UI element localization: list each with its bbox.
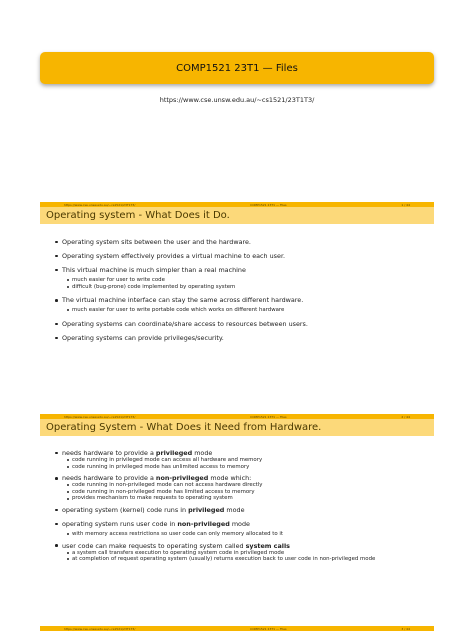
list-item: Operating system sits between the user and the hardware. — [40, 238, 434, 246]
list-item: Operating systems can provide privileges/security. — [40, 334, 434, 342]
list-item: operating system runs user code in non-privileged mode with memory access restrictions so user code can only memory allocated to it — [40, 520, 434, 538]
list-item: a system call transfers execution to operating system code in privileged mode — [62, 550, 434, 557]
list-item: needs hardware to provide a privileged mode code running in privileged mode can access all hardware and memory code running in privileged mode has unlimited access to memory — [40, 449, 434, 470]
slide-2 — [40, 414, 434, 563]
slide-page-number: 3 / 44 — [401, 626, 410, 631]
course-url[interactable]: https://www.cse.unsw.edu.au/~cs1521/23T1T3/ — [159, 96, 315, 104]
slide-header-center: COMP1521 23T1 — Files — [250, 626, 287, 631]
list-item: much easier for user to write portable code which works on different hardware — [62, 307, 434, 314]
list-item: code running in privileged mode can access all hardware and memory — [62, 457, 434, 464]
sub-list — [62, 482, 434, 502]
list-item: code running in non-privileged mode has limited access to memory — [62, 489, 434, 496]
slide-header-url[interactable]: https://www.cse.unsw.edu.au/~cs1521/23T1T3/ — [64, 414, 136, 419]
list-item: difficult (bug-prone) code implemented by operating system — [62, 284, 434, 291]
list-item: user code can make requests to operating system called system calls a system call transfers execution to operating system code in privileged mode at completion of request operating system (usually) returns execution back to user code in non-privileged mode — [40, 542, 434, 563]
sub-list — [62, 550, 434, 563]
list-item: needs hardware to provide a non-privileged mode which: code running in non-privileged mode can not access hardware directly code running in non-privileged mode has limited access to memory provides mechanism to make requests to operating system — [40, 474, 434, 502]
slide-title — [40, 419, 434, 436]
list-item: code running in privileged mode has unlimited access to memory — [62, 464, 434, 471]
slide-page-number: 1 / 44 — [401, 202, 410, 207]
slide-header-url[interactable]: https://www.cse.unsw.edu.au/~cs1521/23T1T3/ — [64, 626, 136, 631]
document-title-box — [40, 52, 434, 84]
bullet-list — [40, 449, 434, 563]
sub-list — [62, 277, 434, 290]
slide-header-center: COMP1521 23T1 — Files — [250, 202, 287, 207]
list-item: with memory access restrictions so user code can only memory allocated to it — [62, 531, 434, 538]
slide-title-text: Operating system - What Does it Do. — [46, 210, 230, 221]
slide-3 — [40, 626, 434, 631]
slide-1 — [40, 202, 434, 342]
sub-list — [62, 457, 434, 470]
slide-header-url[interactable]: https://www.cse.unsw.edu.au/~cs1521/23T1T3/ — [64, 202, 136, 207]
document-title: COMP1521 23T1 — Files — [176, 62, 298, 74]
list-item: code running in non-privileged mode can not access hardware directly — [62, 482, 434, 489]
slide-page-number: 2 / 44 — [401, 414, 410, 419]
slide-title — [40, 207, 434, 224]
sub-list — [62, 307, 434, 314]
list-item: at completion of request operating system (usually) returns execution back to user code in non-privileged mode — [62, 556, 434, 563]
list-item: much easier for user to write code — [62, 277, 434, 284]
list-item: This virtual machine is much simpler than a real machine much easier for user to write code difficult (bug-prone) code implemented by operating system — [40, 266, 434, 290]
list-item: Operating system effectively provides a virtual machine to each user. — [40, 252, 434, 260]
sub-list — [62, 531, 434, 538]
slide-header-bar — [40, 626, 434, 631]
bullet-list — [40, 238, 434, 342]
list-item: Operating systems can coordinate/share access to resources between users. — [40, 320, 434, 328]
slide-header-center: COMP1521 23T1 — Files — [250, 414, 287, 419]
list-item: provides mechanism to make requests to operating system — [62, 495, 434, 502]
list-item: operating system (kernel) code runs in privileged mode — [40, 506, 434, 514]
list-item: The virtual machine interface can stay the same across different hardware. much easier for user to write portable code which works on different hardware — [40, 296, 434, 314]
slide-title-text: Operating System - What Does it Need from Hardware. — [46, 422, 322, 433]
